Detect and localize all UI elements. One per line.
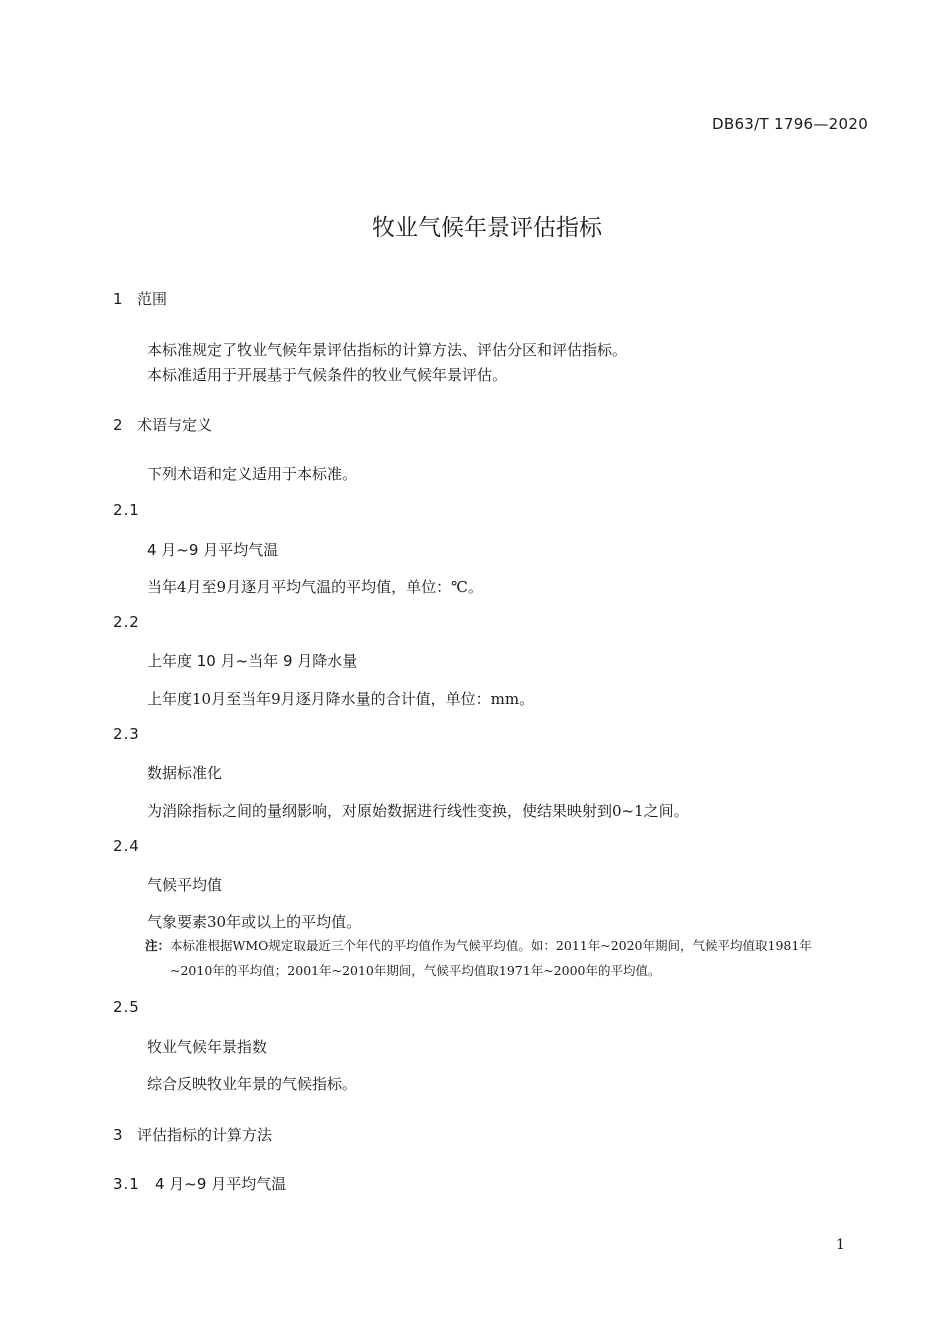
note-line: [145, 936, 812, 954]
term-name: 4 月~9 月平均气温: [147, 541, 279, 559]
section-number: 2: [113, 416, 123, 434]
term-name: 数据标准化: [147, 764, 223, 782]
subsection-3-1-heading: [113, 1173, 286, 1194]
note-line: ~2010年的平均值；2001年~2010年期间，气候平均值取1971年~2000年的平均值。: [170, 963, 661, 978]
paragraph: 下列术语和定义适用于本标准。: [147, 465, 358, 483]
standard-code: DB63/T 1796—2020: [712, 115, 869, 133]
subsection-number: 3.1: [113, 1175, 140, 1193]
term-definition: 上年度10月至当年9月逐月降水量的合计值，单位：mm。: [147, 690, 535, 708]
term-definition: 为消除指标之间的量纲影响，对原始数据进行线性变换，使结果映射到0~1之间。: [147, 802, 689, 820]
section-1-heading: [113, 288, 167, 309]
section-title: 范围: [137, 290, 168, 308]
document-title: 牧业气候年景评估指标: [372, 215, 602, 241]
section-3-heading: [113, 1124, 272, 1145]
term-number: 2.1: [113, 501, 140, 519]
note-text: 本标准根据WMO规定取最近三个年代的平均值作为气候平均值。如：2011年~2020年期间，气候平均值取1981年: [170, 938, 812, 953]
term-number: 2.2: [113, 613, 140, 631]
paragraph: 本标准适用于开展基于气候条件的牧业气候年景评估。: [147, 366, 508, 384]
term-name: 气候平均值: [147, 876, 223, 894]
term-number: 2.3: [113, 725, 140, 743]
subsection-title: 4 月~9 月平均气温: [155, 1175, 287, 1193]
section-2-heading: [113, 414, 212, 435]
note-label: 注：: [145, 938, 171, 953]
section-number: 1: [113, 290, 123, 308]
term-number: 2.5: [113, 998, 140, 1016]
page-number: 1: [836, 1237, 845, 1253]
section-number: 3: [113, 1126, 123, 1144]
term-number: 2.4: [113, 837, 140, 855]
term-name: 上年度 10 月~当年 9 月降水量: [147, 652, 358, 670]
section-title: 术语与定义: [137, 416, 213, 434]
term-name: 牧业气候年景指数: [147, 1038, 268, 1056]
paragraph: 本标准规定了牧业气候年景评估指标的计算方法、评估分区和评估指标。: [147, 341, 628, 359]
term-definition: 综合反映牧业年景的气候指标。: [147, 1075, 358, 1093]
term-definition: 气象要素30年或以上的平均值。: [147, 913, 362, 931]
section-title: 评估指标的计算方法: [137, 1126, 273, 1144]
term-definition: 当年4月至9月逐月平均气温的平均值，单位：℃。: [147, 578, 483, 596]
